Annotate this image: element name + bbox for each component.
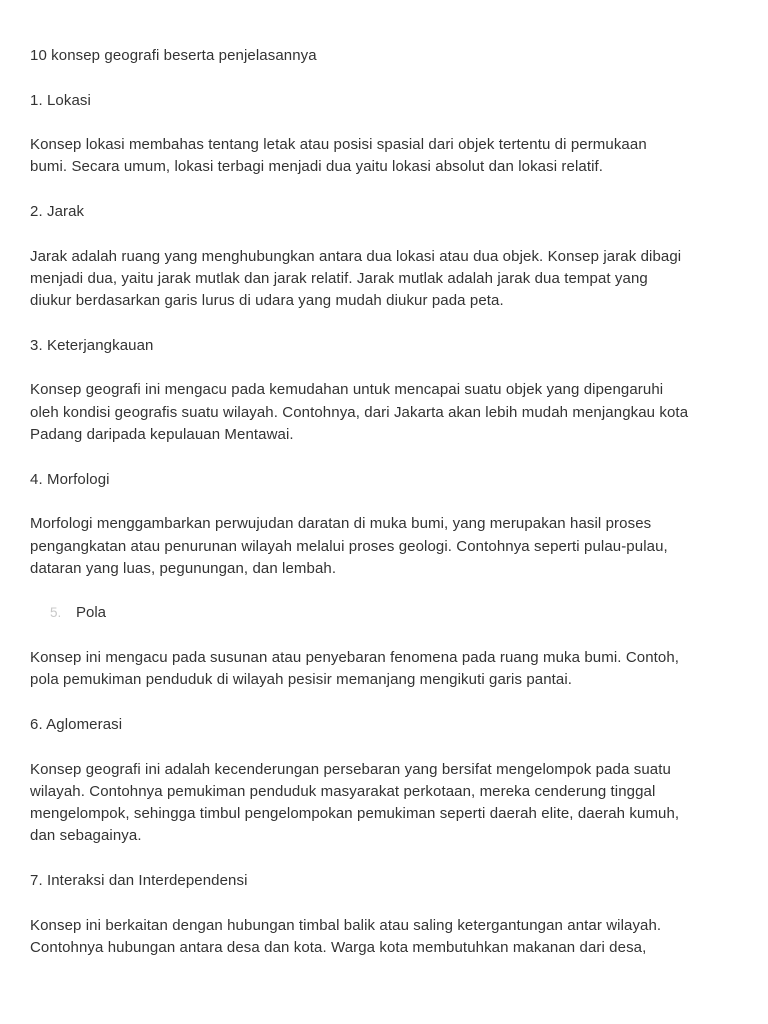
section-body-morfologi [30, 513, 738, 580]
paragraph-line: dan sebagainya. [30, 827, 142, 845]
paragraph-line: wilayah. Contohnya pemukiman penduduk masyarakat perkotaan, mereka cenderung tinggal [30, 782, 656, 800]
section-heading-morfologi: 4. Morfologi [30, 470, 110, 488]
paragraph-line: mengelompok, sehingga timbul pengelompokan pemukiman seperti daerah elite, daerah kumuh, [30, 805, 680, 823]
paragraph-line: Konsep geografi ini mengacu pada kemudahan untuk mencapai suatu objek yang dipengaruhi [30, 381, 664, 399]
paragraph-line: dataran yang luas, pegunungan, dan lembah. [30, 559, 337, 577]
section-body-pola [30, 647, 738, 692]
paragraph-line: Padang daripada kepulauan Mentawai. [30, 426, 294, 444]
paragraph-line: menjadi dua, yaitu jarak mutlak dan jarak relatif. Jarak mutlak adalah jarak dua tempat yang [30, 269, 648, 287]
paragraph-line: Konsep geografi ini adalah kecenderungan persebaran yang bersifat mengelompok pada suatu [30, 760, 671, 778]
section-body-aglomerasi [30, 759, 738, 848]
section-heading-keterjangkauan: 3. Keterjangkauan [30, 336, 154, 354]
section-body-jarak [30, 246, 738, 313]
list-item-pola [30, 602, 738, 624]
section-heading-pola: Pola [76, 604, 107, 622]
document-title: 10 konsep geografi beserta penjelasannya [30, 47, 317, 64]
paragraph-line: diukur berdasarkan garis lurus di udara yang mudah diukur pada peta. [30, 292, 504, 310]
paragraph-line: pola pemukiman penduduk di wilayah pesisir memanjang mengikuti garis pantai. [30, 671, 573, 689]
paragraph-line: Konsep lokasi membahas tentang letak atau posisi spasial dari objek tertentu di permukaan [30, 136, 647, 154]
paragraph-line: oleh kondisi geografis suatu wilayah. Contohnya, dari Jakarta akan lebih mudah menjangkau kota [30, 403, 689, 421]
section-heading-jarak: 2. Jarak [30, 203, 85, 221]
section-heading-aglomerasi: 6. Aglomerasi [30, 715, 123, 733]
list-number: 5. [50, 605, 62, 621]
section-body-lokasi [30, 134, 738, 179]
paragraph-line: pengangkatan atau penurunan wilayah melalui proses geologi. Contohnya seperti pulau-pulau, [30, 537, 668, 555]
section-body-interaksi [30, 915, 738, 960]
paragraph-line: bumi. Secara umum, lokasi terbagi menjadi dua yaitu lokasi absolut dan lokasi relatif. [30, 158, 604, 176]
section-body-keterjangkauan [30, 379, 738, 446]
section-heading-interaksi: 7. Interaksi dan Interdependensi [30, 871, 248, 889]
section-heading-lokasi: 1. Lokasi [30, 91, 91, 109]
paragraph-line: Morfologi menggambarkan perwujudan daratan di muka bumi, yang merupakan hasil proses [30, 515, 652, 533]
paragraph-line: Konsep ini berkaitan dengan hubungan timbal balik atau saling ketergantungan antar wilayah. [30, 916, 662, 934]
paragraph-line: Konsep ini mengacu pada susunan atau penyebaran fenomena pada ruang muka bumi. Contoh, [30, 649, 680, 667]
paragraph-line: Jarak adalah ruang yang menghubungkan antara dua lokasi atau dua objek. Konsep jarak dibagi [30, 247, 682, 265]
paragraph-line: Contohnya hubungan antara desa dan kota. Warga kota membutuhkan makanan dari desa, [30, 938, 647, 956]
